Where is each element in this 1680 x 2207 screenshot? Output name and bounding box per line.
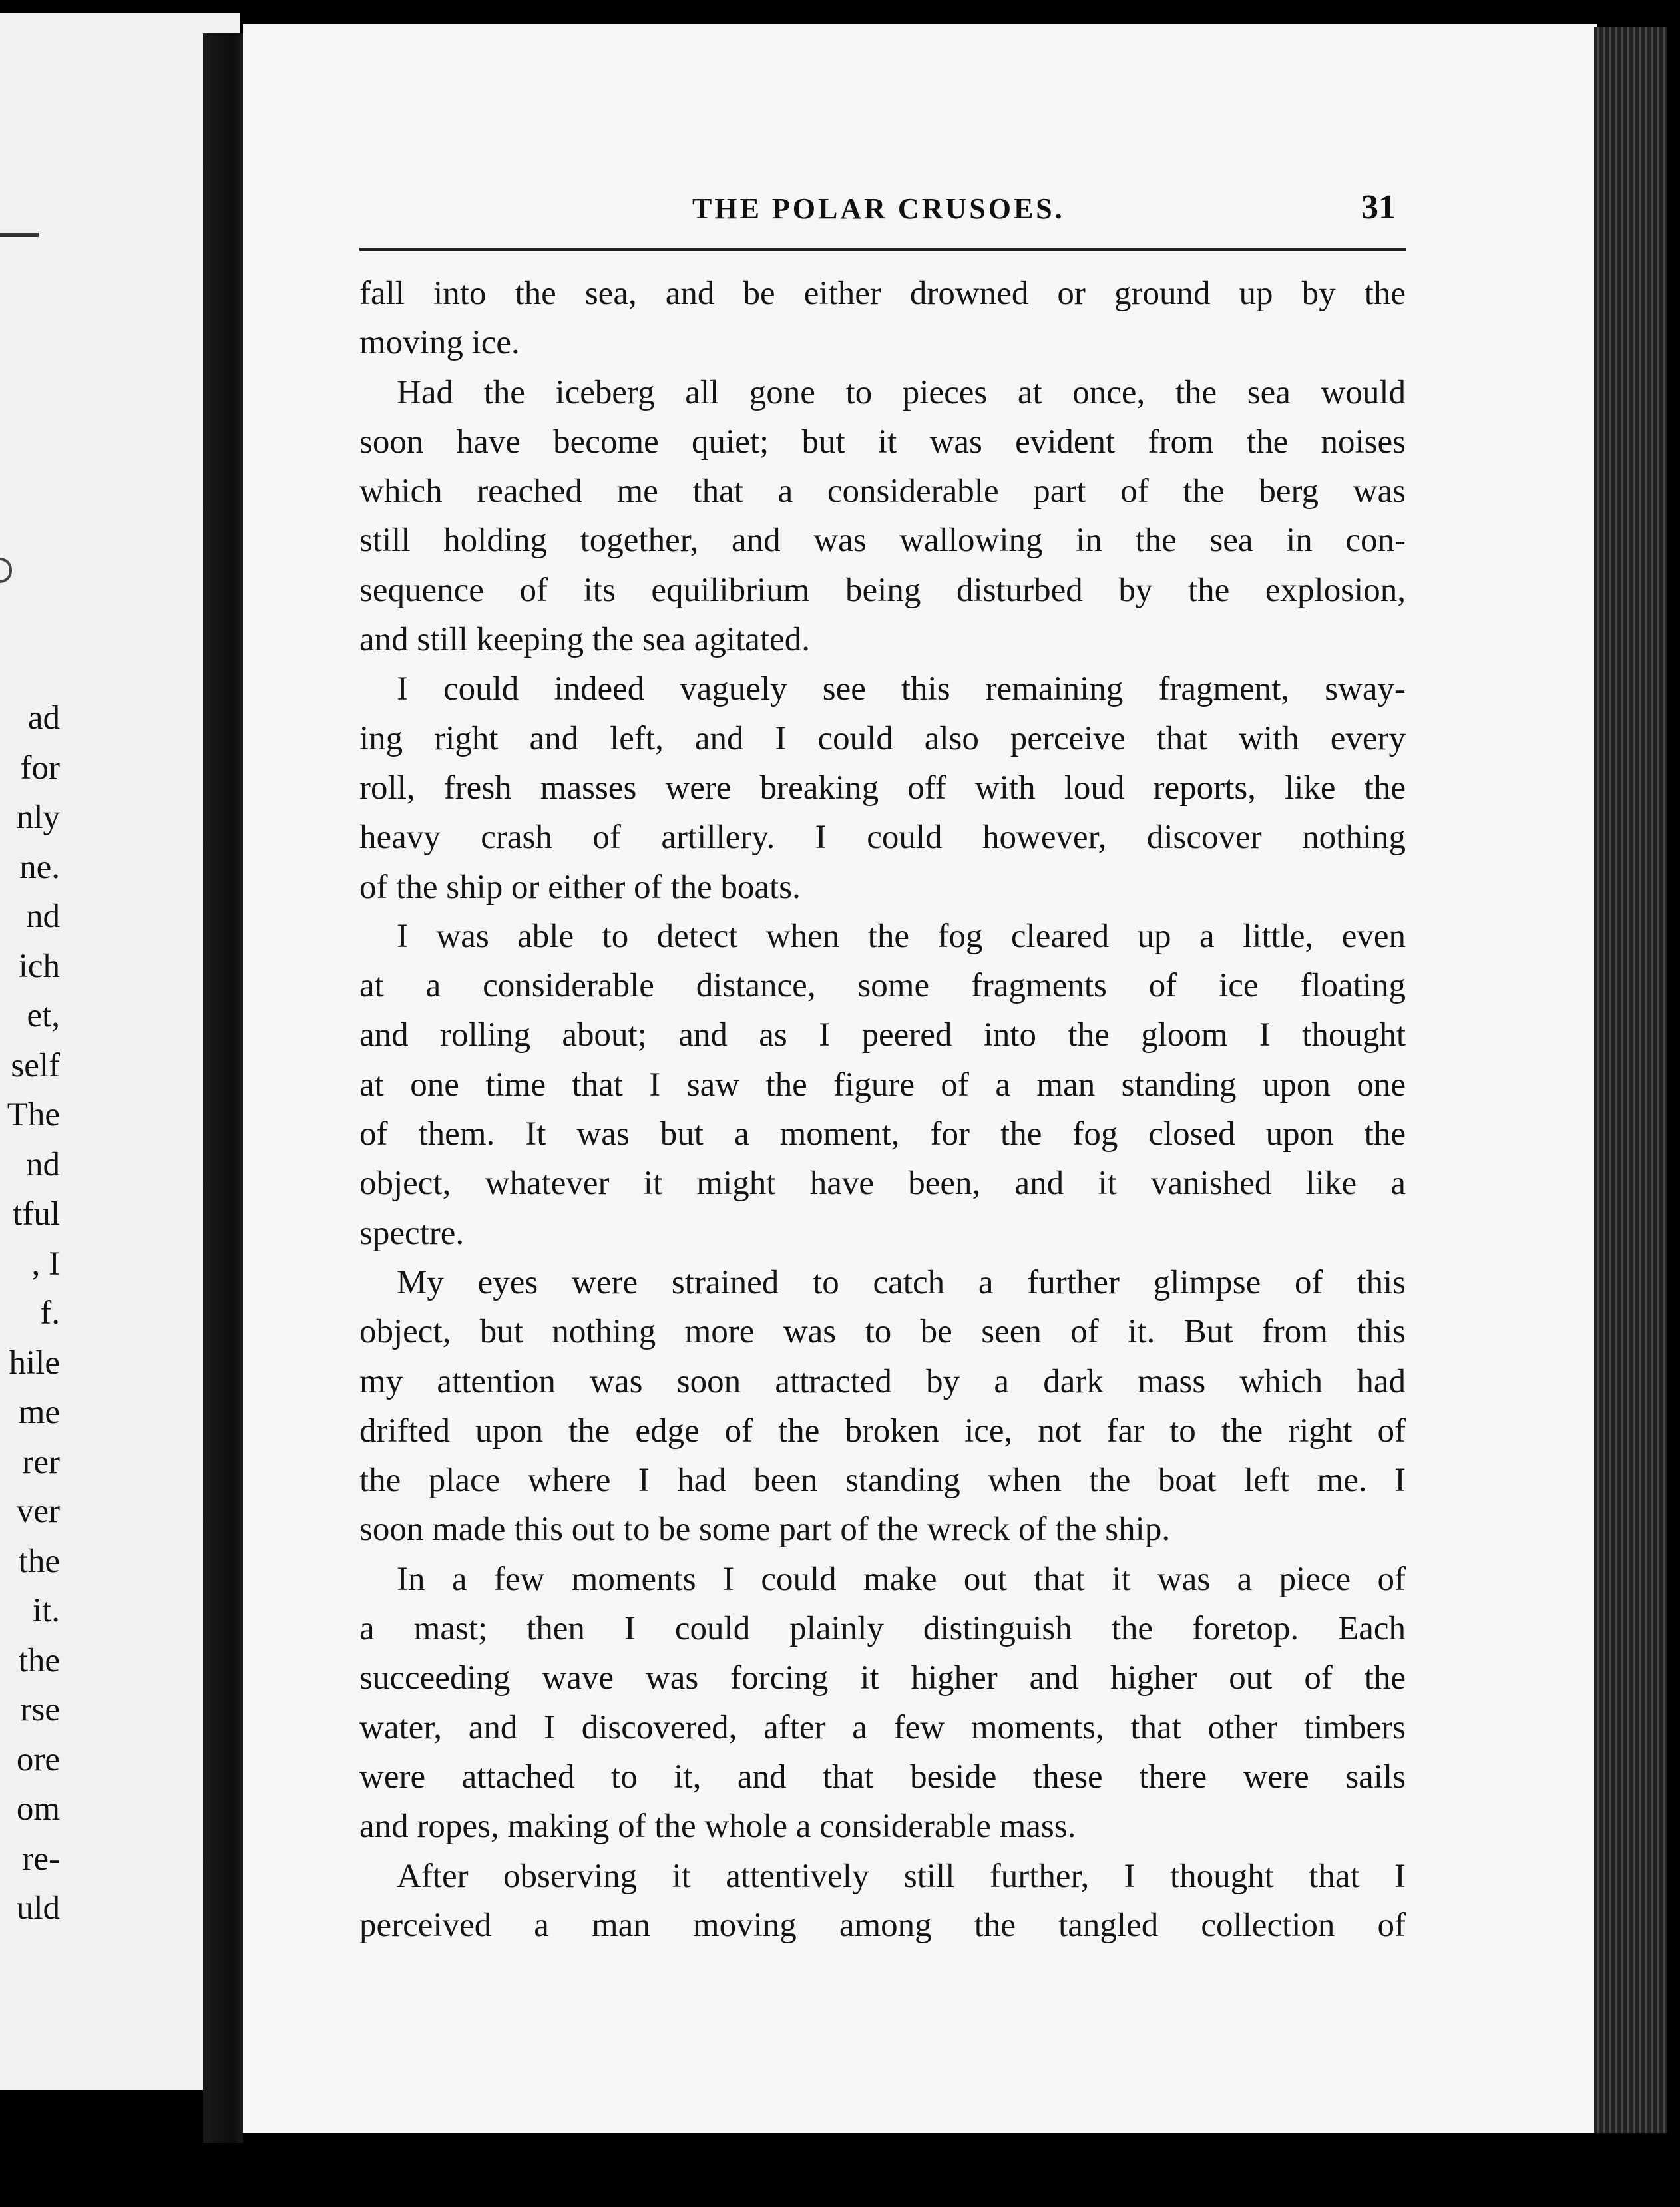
left-page-line: the	[18, 1542, 60, 1580]
text-line: a mast; then I could plainly distinguish the foretop. Each	[359, 1610, 1406, 1648]
left-page-line: om	[16, 1790, 60, 1828]
left-page-line: re-	[22, 1840, 60, 1878]
left-page-line: self	[11, 1046, 60, 1084]
text-line: the place where I had been standing when the boat left me. I	[359, 1462, 1406, 1500]
text-line: perceived a man moving among the tangled collection of	[359, 1906, 1406, 1944]
left-page-line: ne.	[19, 848, 60, 886]
bottom-shadow	[243, 2133, 1667, 2207]
left-page-line: The	[7, 1096, 60, 1133]
header-rule	[359, 248, 1406, 251]
left-page-line: rer	[22, 1443, 60, 1481]
left-page-line: ore	[16, 1740, 60, 1778]
text-line: of the ship or either of the boats.	[359, 868, 801, 906]
text-line: Had the iceberg all gone to pieces at once, the sea would	[397, 373, 1406, 411]
left-page-line: , I	[31, 1245, 60, 1283]
left-page-line: ver	[16, 1493, 60, 1530]
left-page-line: for	[20, 749, 60, 787]
left-page-line: the	[18, 1641, 60, 1679]
left-page-line: ad	[27, 700, 60, 737]
text-line: soon made this out to be some part of the wreck of the ship.	[359, 1511, 1171, 1549]
left-page-line: nd	[26, 1145, 60, 1183]
text-line: succeeding wave was forcing it higher and higher out of the	[359, 1659, 1406, 1697]
left-page-line: hile	[9, 1344, 60, 1382]
left-page-line: nly	[16, 799, 60, 836]
page-number: 31	[1361, 188, 1396, 226]
text-line: at one time that I saw the figure of a man standing upon one	[359, 1066, 1406, 1104]
text-line: and still keeping the sea agitated.	[359, 621, 810, 659]
text-line: were attached to it, and that beside these there were sails	[359, 1758, 1406, 1796]
body-text	[359, 269, 1406, 1950]
text-line: I could indeed vaguely see this remaining fragment, sway-	[397, 670, 1406, 708]
left-page-line: it.	[32, 1592, 60, 1629]
text-line: ing right and left, and I could also perceive that with every	[359, 719, 1406, 757]
page-edges	[1594, 27, 1667, 2163]
text-line: fall into the sea, and be either drowned or ground up by the	[359, 275, 1406, 312]
left-page-line: nd	[26, 898, 60, 935]
left-page-line: f.	[40, 1295, 60, 1332]
left-page-line: rse	[20, 1691, 60, 1728]
text-line: and rolling about; and as I peered into the gloom I thought	[359, 1016, 1406, 1054]
left-page-line: tful	[13, 1195, 60, 1233]
text-line: moving ice.	[359, 324, 520, 362]
left-page-line: et,	[27, 997, 60, 1034]
text-line: still holding together, and was wallowing in the sea in con-	[359, 522, 1406, 560]
text-line: After observing it attentively still further, I thought that I	[397, 1857, 1406, 1895]
text-line: water, and I discovered, after a few moments, that other timbers	[359, 1708, 1406, 1746]
text-line: which reached me that a considerable part of the berg was	[359, 473, 1406, 510]
left-page-line: me	[18, 1394, 60, 1431]
text-line: spectre.	[359, 1214, 465, 1252]
text-line: My eyes were strained to catch a further glimpse of this	[397, 1263, 1406, 1301]
text-line: object, but nothing more was to be seen of it. But from this	[359, 1313, 1406, 1351]
text-line: of them. It was but a moment, for the fog closed upon the	[359, 1115, 1406, 1153]
text-line: sequence of its equilibrium being disturbed by the explosion,	[359, 571, 1406, 609]
text-line: drifted upon the edge of the broken ice, not far to the right of	[359, 1412, 1406, 1450]
left-page-text	[0, 694, 60, 1933]
text-line: at a considerable distance, some fragments of ice floating	[359, 967, 1406, 1005]
text-line: soon have become quiet; but it was evident from the noises	[359, 423, 1406, 461]
text-line: roll, fresh masses were breaking off with loud reports, like the	[359, 769, 1406, 807]
text-line: In a few moments I could make out that it was a piece of	[397, 1560, 1406, 1598]
running-title: THE POLAR CRUSOES.	[692, 192, 1065, 225]
text-line: object, whatever it might have been, and it vanished like a	[359, 1165, 1406, 1203]
text-line: my attention was soon attracted by a dark mass which had	[359, 1362, 1406, 1400]
text-line: heavy crash of artillery. I could however, discover nothing	[359, 819, 1406, 857]
left-page-line: uld	[16, 1890, 60, 1927]
text-line: and ropes, making of the whole a considerable mass.	[359, 1808, 1076, 1846]
left-page-line: ich	[18, 947, 60, 985]
text-line: I was able to detect when the fog cleared up a little, even	[397, 917, 1406, 955]
left-page-rule	[0, 233, 39, 237]
